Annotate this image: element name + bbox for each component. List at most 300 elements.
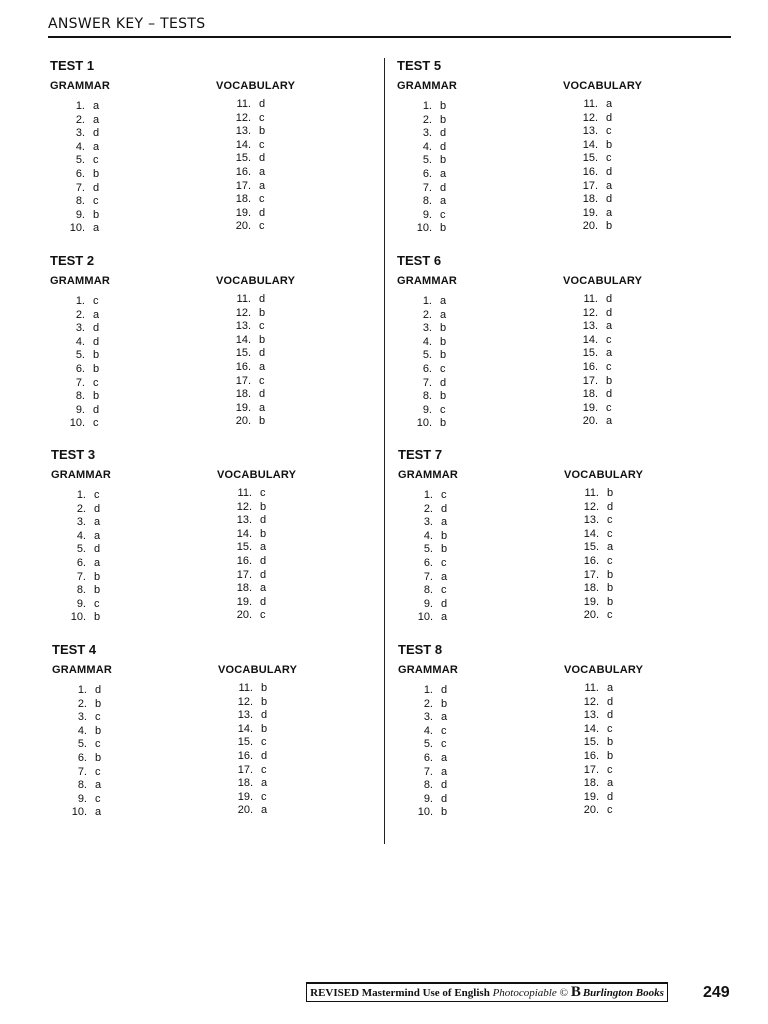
answer-letter: d <box>261 749 268 762</box>
answer-row <box>563 166 612 180</box>
question-number: 6. <box>422 167 432 180</box>
answer-row <box>397 309 446 323</box>
answer-letter: d <box>441 792 448 805</box>
answer-letter: c <box>607 763 613 776</box>
question-number: 12. <box>237 695 253 708</box>
answer-row <box>397 390 446 404</box>
answer-letter: c <box>93 154 99 167</box>
answer-row <box>216 307 265 321</box>
question-number: 13. <box>583 514 599 527</box>
question-number: 4. <box>75 335 85 348</box>
answer-letter: d <box>606 388 613 401</box>
answer-row <box>50 100 99 114</box>
answer-row <box>397 404 446 418</box>
vocabulary-heading: VOCABULARY <box>564 664 644 676</box>
answer-row <box>564 764 613 778</box>
answer-letter: a <box>261 777 268 790</box>
question-number: 20. <box>583 609 599 622</box>
question-number: 18. <box>236 582 252 595</box>
question-number: 10. <box>69 417 85 430</box>
answer-letter: a <box>441 765 448 778</box>
grammar-answer-list <box>52 684 101 820</box>
answer-row <box>50 114 99 128</box>
answer-letter: c <box>606 360 612 373</box>
vocabulary-heading: VOCABULARY <box>216 80 296 92</box>
question-number: 2. <box>75 308 85 321</box>
question-number: 15. <box>236 541 252 554</box>
answer-letter: a <box>440 167 447 180</box>
question-number: 13. <box>237 709 253 722</box>
question-number: 5. <box>77 738 87 751</box>
answer-row <box>50 195 99 209</box>
question-number: 12. <box>582 111 598 124</box>
question-number: 3. <box>422 322 432 335</box>
question-number: 20. <box>583 804 599 817</box>
answer-letter: a <box>95 806 102 819</box>
answer-letter: a <box>441 570 448 583</box>
answer-letter: b <box>259 125 266 138</box>
question-number: 11. <box>583 98 598 110</box>
answer-letter: a <box>259 179 266 192</box>
answer-letter: c <box>95 765 101 778</box>
column-divider <box>384 58 385 844</box>
answer-letter: a <box>606 415 613 428</box>
answer-letter: a <box>94 529 101 542</box>
grammar-heading: GRAMMAR <box>50 80 111 92</box>
answer-row <box>398 684 447 698</box>
answer-row <box>563 347 612 361</box>
answer-letter: b <box>261 682 268 694</box>
answer-row <box>51 543 100 557</box>
question-number: 19. <box>235 401 251 414</box>
answer-letter: b <box>261 695 268 708</box>
question-number: 8. <box>422 390 432 403</box>
answer-row <box>398 530 447 544</box>
answer-row <box>218 736 267 750</box>
vocabulary-answer-list <box>216 98 265 234</box>
question-number: 14. <box>235 333 251 346</box>
answer-letter: a <box>606 206 613 219</box>
answer-letter: c <box>606 152 612 165</box>
answer-row <box>398 571 447 585</box>
vocabulary-answer-list <box>217 487 266 623</box>
answer-letter: d <box>441 684 448 696</box>
answer-letter: b <box>93 390 100 403</box>
answer-row <box>216 334 265 348</box>
answer-row <box>397 141 446 155</box>
question-number: 17. <box>237 763 253 776</box>
answer-row <box>564 514 613 528</box>
answer-letter: d <box>440 127 447 140</box>
test-title: TEST 2 <box>50 253 95 268</box>
question-number: 13. <box>582 320 598 333</box>
question-number: 14. <box>582 138 598 151</box>
answer-row <box>564 723 613 737</box>
question-number: 12. <box>235 111 251 124</box>
question-number: 19. <box>582 206 598 219</box>
answer-letter: d <box>261 709 268 722</box>
question-number: 11. <box>583 293 598 305</box>
answer-letter: a <box>441 516 448 529</box>
answer-row <box>563 207 612 221</box>
footer-product: REVISED Mastermind Use of English <box>310 986 490 999</box>
question-number: 2. <box>76 502 86 515</box>
answer-row <box>564 501 613 515</box>
test-title: TEST 3 <box>51 447 96 462</box>
grammar-heading: GRAMMAR <box>398 469 459 481</box>
answer-row <box>50 154 99 168</box>
answer-letter: b <box>93 208 100 221</box>
answer-row <box>218 723 267 737</box>
answer-row <box>397 100 446 114</box>
answer-letter: c <box>259 193 265 206</box>
question-number: 3. <box>423 711 433 724</box>
answer-letter: c <box>441 556 447 569</box>
question-number: 1. <box>422 295 432 307</box>
answer-row <box>563 375 612 389</box>
grammar-answer-list <box>50 295 99 431</box>
grammar-answer-list <box>397 295 446 431</box>
answer-letter: a <box>606 320 613 333</box>
grammar-heading: GRAMMAR <box>397 275 458 287</box>
answer-letter: b <box>440 349 447 362</box>
test-title: TEST 8 <box>398 642 443 657</box>
question-number: 9. <box>76 597 86 610</box>
question-number: 2. <box>422 308 432 321</box>
question-number: 16. <box>235 165 251 178</box>
answer-letter: d <box>441 597 448 610</box>
answer-row <box>51 516 100 530</box>
answer-row <box>398 598 447 612</box>
answer-row <box>397 322 446 336</box>
question-number: 19. <box>583 790 599 803</box>
question-number: 5. <box>75 349 85 362</box>
answer-row <box>50 222 99 236</box>
question-number: 9. <box>422 403 432 416</box>
question-number: 17. <box>582 374 598 387</box>
answer-letter: c <box>606 125 612 138</box>
answer-letter: b <box>259 306 266 319</box>
running-head: ANSWER KEY – TESTS <box>48 16 206 32</box>
answer-letter: b <box>93 167 100 180</box>
question-number: 8. <box>75 195 85 208</box>
answer-row <box>397 182 446 196</box>
answer-letter: a <box>441 711 448 724</box>
answer-letter: d <box>93 127 100 140</box>
answer-letter: a <box>607 777 614 790</box>
question-number: 12. <box>235 306 251 319</box>
answer-letter: b <box>440 390 447 403</box>
question-number: 12. <box>583 500 599 513</box>
answer-row <box>217 528 266 542</box>
grammar-heading: GRAMMAR <box>397 80 458 92</box>
answer-row <box>50 390 99 404</box>
answer-row <box>51 571 100 585</box>
answer-letter: a <box>607 682 614 694</box>
answer-row <box>50 127 99 141</box>
vocabulary-heading: VOCABULARY <box>564 469 644 481</box>
question-number: 3. <box>423 516 433 529</box>
answer-letter: d <box>260 595 267 608</box>
answer-row <box>216 207 265 221</box>
question-number: 6. <box>77 751 87 764</box>
answer-letter: d <box>93 181 100 194</box>
question-number: 3. <box>75 127 85 140</box>
answer-letter: c <box>95 792 101 805</box>
question-number: 9. <box>75 208 85 221</box>
question-number: 11. <box>584 487 599 499</box>
question-number: 19. <box>583 595 599 608</box>
answer-letter: b <box>607 749 614 762</box>
answer-row <box>52 738 101 752</box>
answer-row <box>50 309 99 323</box>
question-number: 10. <box>70 611 86 624</box>
answer-row <box>217 555 266 569</box>
question-number: 2. <box>75 113 85 126</box>
answer-row <box>564 804 613 818</box>
answer-letter: c <box>259 220 265 233</box>
question-number: 7. <box>423 765 433 778</box>
question-number: 9. <box>77 792 87 805</box>
answer-letter: d <box>441 779 448 792</box>
answer-letter: d <box>440 140 447 153</box>
answer-letter: b <box>93 349 100 362</box>
answer-row <box>398 503 447 517</box>
answer-letter: b <box>94 584 101 597</box>
answer-letter: d <box>259 293 266 305</box>
question-number: 17. <box>235 374 251 387</box>
question-number: 13. <box>582 125 598 138</box>
answer-row <box>217 596 266 610</box>
vocabulary-answer-list <box>563 98 612 234</box>
question-number: 4. <box>75 140 85 153</box>
vocabulary-answer-list <box>216 293 265 429</box>
question-number: 18. <box>582 193 598 206</box>
answer-letter: b <box>441 529 448 542</box>
question-number: 18. <box>235 388 251 401</box>
answer-letter: a <box>440 195 447 208</box>
answer-letter: c <box>94 597 100 610</box>
question-number: 10. <box>417 806 433 819</box>
answer-row <box>564 791 613 805</box>
question-number: 4. <box>423 529 433 542</box>
answer-letter: a <box>93 222 100 235</box>
answer-row <box>218 682 267 696</box>
question-number: 15. <box>235 347 251 360</box>
answer-row <box>50 141 99 155</box>
question-number: 19. <box>237 790 253 803</box>
question-number: 20. <box>237 804 253 817</box>
answer-letter: b <box>440 154 447 167</box>
answer-row <box>398 806 447 820</box>
answer-letter: c <box>440 208 446 221</box>
vocabulary-answer-list <box>218 682 267 818</box>
vocabulary-heading: VOCABULARY <box>563 80 643 92</box>
question-number: 13. <box>235 320 251 333</box>
question-number: 20. <box>582 415 598 428</box>
question-number: 15. <box>237 736 253 749</box>
header-rule <box>48 36 731 38</box>
question-number: 15. <box>583 736 599 749</box>
answer-row <box>398 766 447 780</box>
answer-letter: c <box>606 401 612 414</box>
answer-row <box>564 777 613 791</box>
answer-row <box>216 415 265 429</box>
question-number: 6. <box>76 556 86 569</box>
vocabulary-heading: VOCABULARY <box>563 275 643 287</box>
question-number: 15. <box>583 541 599 554</box>
answer-letter: a <box>606 179 613 192</box>
answer-letter: a <box>94 516 101 529</box>
answer-letter: c <box>607 514 613 527</box>
answer-row <box>216 98 265 112</box>
answer-row <box>216 166 265 180</box>
answer-row <box>563 334 612 348</box>
answer-letter: a <box>94 556 101 569</box>
question-number: 19. <box>582 401 598 414</box>
question-number: 15. <box>235 152 251 165</box>
question-number: 7. <box>422 376 432 389</box>
answer-row <box>564 541 613 555</box>
question-number: 12. <box>236 500 252 513</box>
question-number: 13. <box>235 125 251 138</box>
answer-row <box>563 180 612 194</box>
publisher-logo: B <box>570 984 581 1000</box>
footer-copyright: Photocopiable © <box>492 986 568 999</box>
answer-letter: d <box>94 502 101 515</box>
answer-row <box>51 611 100 625</box>
answer-row <box>563 112 612 126</box>
answer-letter: a <box>606 347 613 360</box>
test-title: TEST 6 <box>397 253 442 268</box>
answer-letter: c <box>259 111 265 124</box>
answer-row <box>564 487 613 501</box>
answer-row <box>52 793 101 807</box>
answer-letter: b <box>606 138 613 151</box>
answer-row <box>51 557 100 571</box>
answer-row <box>564 682 613 696</box>
question-number: 7. <box>75 181 85 194</box>
question-number: 6. <box>423 556 433 569</box>
question-number: 10. <box>69 222 85 235</box>
answer-row <box>397 209 446 223</box>
answer-letter: c <box>95 711 101 724</box>
answer-row <box>564 736 613 750</box>
question-number: 17. <box>235 179 251 192</box>
grammar-answer-list <box>397 100 446 236</box>
answer-letter: b <box>606 220 613 233</box>
answer-row <box>50 349 99 363</box>
answer-letter: d <box>94 543 101 556</box>
answer-row <box>564 696 613 710</box>
answer-letter: a <box>93 140 100 153</box>
answer-letter: c <box>441 584 447 597</box>
answer-letter: b <box>94 570 101 583</box>
answer-row <box>564 582 613 596</box>
question-number: 6. <box>75 167 85 180</box>
question-number: 11. <box>237 487 252 499</box>
answer-row <box>50 404 99 418</box>
answer-row <box>397 295 446 309</box>
answer-row <box>398 489 447 503</box>
answer-letter: a <box>260 541 267 554</box>
answer-row <box>50 417 99 431</box>
question-number: 16. <box>582 165 598 178</box>
question-number: 1. <box>423 489 433 501</box>
question-number: 5. <box>423 543 433 556</box>
answer-letter: a <box>259 360 266 373</box>
question-number: 8. <box>75 390 85 403</box>
answer-letter: d <box>95 684 102 696</box>
answer-row <box>218 696 267 710</box>
question-number: 18. <box>235 193 251 206</box>
answer-letter: a <box>93 113 100 126</box>
question-number: 14. <box>583 527 599 540</box>
answer-letter: c <box>260 487 266 499</box>
question-number: 3. <box>77 711 87 724</box>
vocabulary-heading: VOCABULARY <box>217 469 297 481</box>
answer-row <box>563 125 612 139</box>
test-block <box>52 642 352 832</box>
answer-row <box>397 127 446 141</box>
answer-letter: d <box>259 98 266 110</box>
question-number: 8. <box>76 584 86 597</box>
answer-row <box>563 361 612 375</box>
answer-letter: d <box>606 306 613 319</box>
answer-row <box>397 349 446 363</box>
question-number: 1. <box>423 684 433 696</box>
answer-row <box>52 725 101 739</box>
question-number: 8. <box>423 584 433 597</box>
test-block <box>398 642 698 832</box>
test-block <box>50 58 350 248</box>
answer-row <box>51 530 100 544</box>
test-block <box>51 447 351 637</box>
answer-letter: c <box>93 195 99 208</box>
answer-row <box>218 777 267 791</box>
question-number: 1. <box>422 100 432 112</box>
answer-letter: a <box>259 401 266 414</box>
question-number: 11. <box>236 293 251 305</box>
answer-row <box>397 363 446 377</box>
answer-letter: d <box>440 376 447 389</box>
answer-letter: a <box>259 165 266 178</box>
question-number: 2. <box>77 697 87 710</box>
test-title: TEST 7 <box>398 447 443 462</box>
answer-letter: c <box>441 738 447 751</box>
vocabulary-answer-list <box>563 293 612 429</box>
answer-letter: b <box>441 697 448 710</box>
question-number: 7. <box>77 765 87 778</box>
answer-letter: b <box>259 333 266 346</box>
answer-row <box>50 336 99 350</box>
answer-row <box>398 557 447 571</box>
answer-row <box>216 402 265 416</box>
question-number: 9. <box>422 208 432 221</box>
answer-letter: c <box>441 489 447 501</box>
answer-row <box>563 139 612 153</box>
question-number: 6. <box>423 751 433 764</box>
answer-row <box>51 584 100 598</box>
question-number: 3. <box>422 127 432 140</box>
answer-letter: c <box>441 724 447 737</box>
answer-letter: c <box>94 489 100 501</box>
question-number: 17. <box>583 763 599 776</box>
answer-row <box>218 709 267 723</box>
test-title: TEST 4 <box>52 642 97 657</box>
answer-row <box>50 209 99 223</box>
question-number: 12. <box>582 306 598 319</box>
